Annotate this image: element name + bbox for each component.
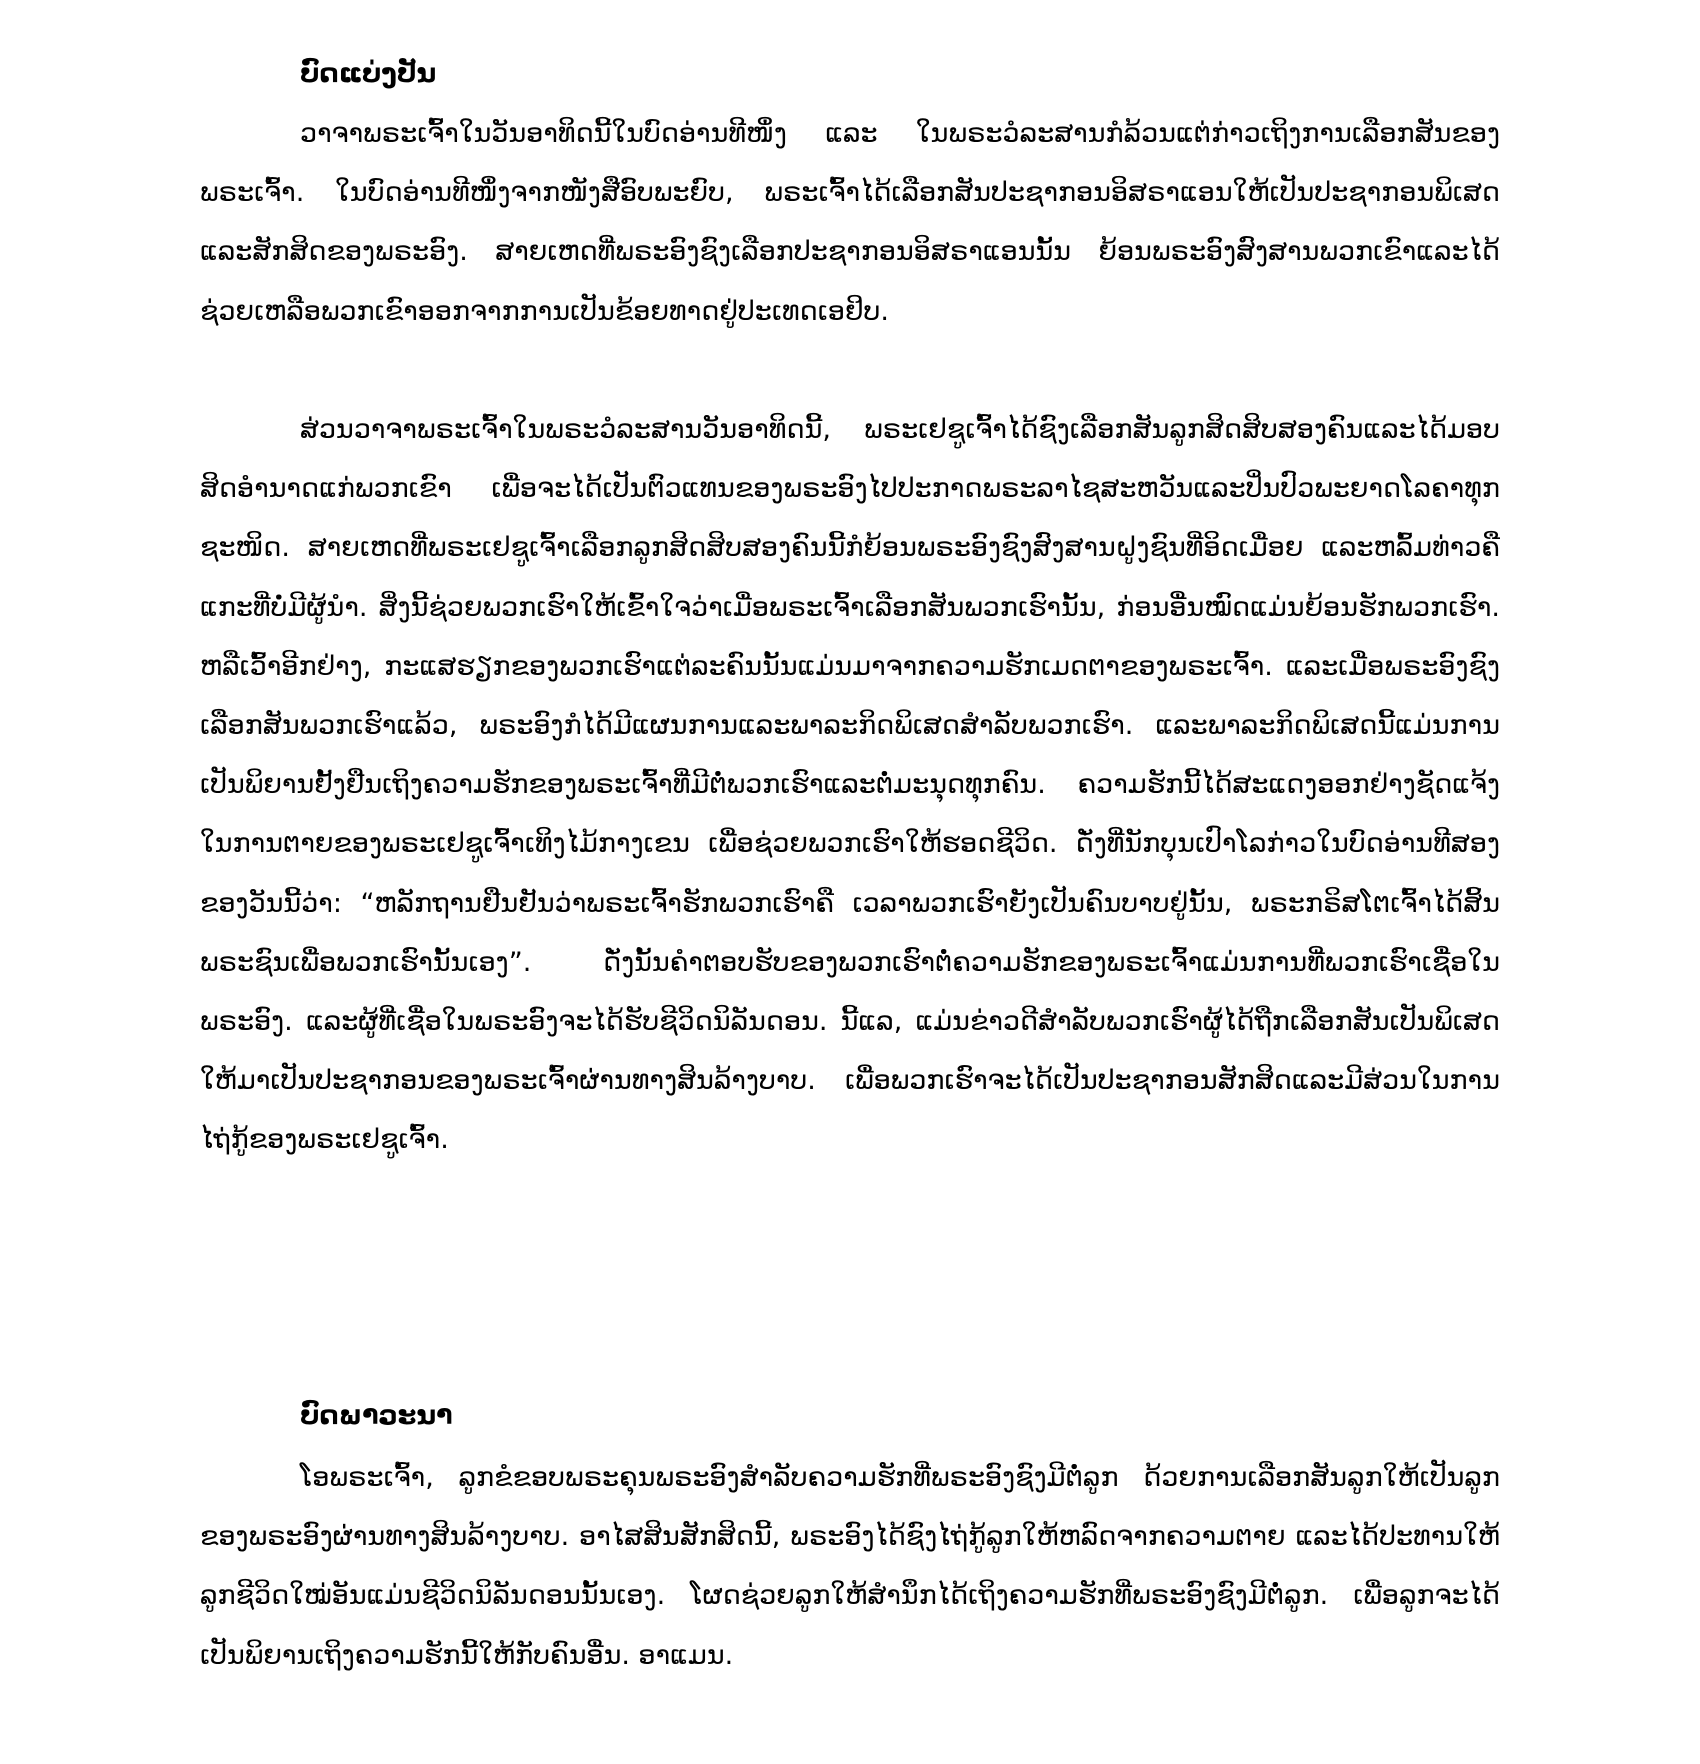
section-heading-prayer: ບົດພາວະນາ [300, 1400, 453, 1431]
reflection-paragraph-2: ສ່ວນວາຈາພຣະເຈົ້າໃນພຣະວໍລະສານວັນອາທິດນີ້, ພຣະເຢຊູເຈົ້າໄດ້ຊົງເລືອກສັນລູກສິດສິບສອງຄົນແລະໄດ້ມອບສິດອຳນາດແກ່ພວກເຂົາ ເພື່ອຈະໄດ້ເປັນຕົວແທນຂອງພຣະອົງໄປປະກາດພຣະລາໄຊສະຫວັນແລະປິ່ນປົວພະຍາດໂລຄາທຸກຊະໜິດ. ສາຍເຫດທີ່ພຣະເຢຊູເຈົ້າເລືອກລູກສິດສິບສອງຄົນນີ້ກໍຍ້ອນພຣະອົງຊົງສົງສານຝູງຊົນທີ່ອິດເມື່ອຍ ແລະຫລົ້ມທ່າວຄືແກະທີ່ບໍ່ມີຜູ້ນຳ. ສິ່ງນີ້ຊ່ວຍພວກເຮົາໃຫ້ເຂົ້າໃຈວ່າເມື່ອພຣະເຈົ້າເລືອກສັນພວກເຮົານັ້ນ, ກ່ອນອື່ນໝົດແມ່ນຍ້ອນຮັກພວກເຮົາ. ຫລືເວົ້າອີກຢ່າງ, ກະແສຮຽກຂອງພວກເຮົາແຕ່ລະຄົນນັ້ນແມ່ນມາຈາກຄວາມຮັກເມດຕາຂອງພຣະເຈົ້າ. ແລະເມື່ອພຣະອົງຊົງເລືອກສັນພວກເຮົາແລ້ວ, ພຣະອົງກໍໄດ້ມີແຜນການແລະພາລະກິດພິເສດສຳລັບພວກເຮົາ. ແລະພາລະກິດພິເສດນີ້ແມ່ນການເປັນພິຍານຢັ້ງຢືນເຖິງຄວາມຮັກຂອງພຣະເຈົ້າທີ່ມີຕໍ່ພວກເຮົາແລະຕໍ່ມະນຸດທຸກຄົນ. ຄວາມຮັກນີ້ໄດ້ສະແດງອອກຢ່າງຊັດແຈ້ງໃນການຕາຍຂອງພຣະເຢຊູເຈົ້າເທິງໄມ້ກາງເຂນ ເພື່ອຊ່ວຍພວກເຮົາໃຫ້ຮອດຊີວິດ. ດັ່ງທີ່ນັກບຸນເປົາໂລກ່າວໃນບົດອ່ານທີສອງຂອງວັນນີ້ວ່າ: “ຫລັກຖານຢືນຢັນວ່າພຣະເຈົ້າຮັກພວກເຮົາຄື ເວລາພວກເຮົາຍັງເປັນຄົນບາບຢູ່ນັ້ນ, ພຣະກຣິສໂຕເຈົ້າໄດ້ສິ້ນພຣະຊົນເພື່ອພວກເຮົານັ້ນເອງ”. ດັ່ງນັ້ນຄຳຕອບຮັບຂອງພວກເຮົາຕໍ່ຄວາມຮັກຂອງພຣະເຈົ້າແມ່ນການທີ່ພວກເຮົາເຊື່ອໃນພຣະອົງ. ແລະຜູ້ທີ່ເຊື່ອໃນພຣະອົງຈະໄດ້ຮັບຊີວິດນິລັນດອນ. ນີ້ແລ, ແມ່ນຂ່າວດີສຳລັບພວກເຮົາຜູ້ໄດ້ຖືກເລືອກສັນເປັນພິເສດໃຫ້ມາເປັນປະຊາກອນຂອງພຣະເຈົ້າຜ່ານທາງສິນລ້າງບາບ. ເພື່ອພວກເຮົາຈະໄດ້ເປັນປະຊາກອນສັກສິດແລະມີສ່ວນໃນການໄຖ່ກູ້ຂອງພຣະເຢຊູເຈົ້າ. [200, 414, 1500, 1156]
section-heading-reflection: ບົດແບ່ງປັນ [300, 58, 437, 89]
reflection-paragraph-1: ວາຈາພຣະເຈົ້າໃນວັນອາທິດນີ້ໃນບົດອ່ານທີໜຶ່ງ ແລະ ໃນພຣະວໍລະສານກໍລ້ວນແຕ່ກ່າວເຖິງການເລືອກສັນຂອງພຣະເຈົ້າ. ໃນບົດອ່ານທີໜຶ່ງຈາກໜັງສືອົບພະຍົບ, ພຣະເຈົ້າໄດ້ເລືອກສັນປະຊາກອນອິສຣາແອນໃຫ້ເປັນປະຊາກອນພິເສດແລະສັກສິດຂອງພຣະອົງ. ສາຍເຫດທີ່ພຣະອົງຊົງເລືອກປະຊາກອນອິສຣາແອນນັ້ນ ຍ້ອນພຣະອົງສົງສານພວກເຂົາແລະໄດ້ຊ່ວຍເຫລືອພວກເຂົາອອກຈາກການເປັນຂ້ອຍທາດຢູ່ປະເທດເອຢິບ. [200, 118, 1500, 327]
prayer-paragraph: ໂອພຣະເຈົ້າ, ລູກຂໍຂອບພຣະຄຸນພຣະອົງສຳລັບຄວາມຮັກທີ່ພຣະອົງຊົງມີຕໍ່ລູກ ດ້ວຍການເລືອກສັນລູກໃຫ້ເປັນລູກຂອງພຣະອົງຜ່ານທາງສິນລ້າງບາບ. ອາໄສສິນສັກສິດນີ້, ພຣະອົງໄດ້ຊົງໄຖ່ກູ້ລູກໃຫ້ຫລົດຈາກຄວາມຕາຍ ແລະໄດ້ປະທານໃຫ້ລູກຊີວິດໃໝ່ອັນແມ່ນຊີວິດນິລັນດອນນັ້ນເອງ. ໂຜດຊ່ວຍລູກໃຫ້ສຳນຶກໄດ້ເຖິງຄວາມຮັກທີ່ພຣະອົງຊົງມີຕໍ່ລູກ. ເພື່ອລູກຈະໄດ້ເປັນພິຍານເຖິງຄວາມຮັກນີ້ໃຫ້ກັບຄົນອື່ນ. ອາແມນ. [200, 1462, 1500, 1671]
